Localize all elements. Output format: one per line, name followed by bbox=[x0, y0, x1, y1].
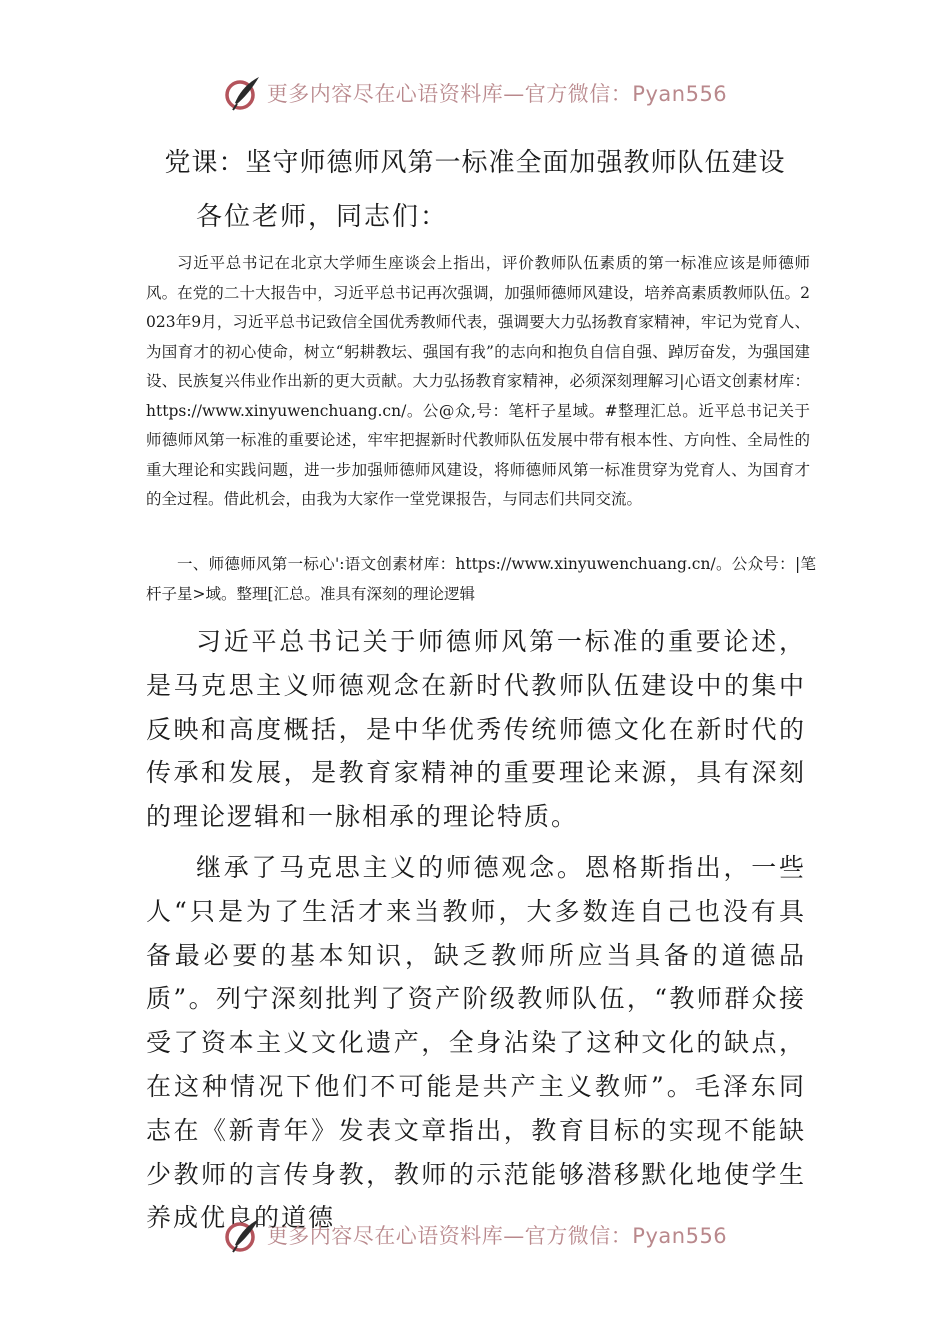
footer-banner-text: 更多内容尽在心语资料库—官方微信：Pyan556 bbox=[266, 1224, 728, 1248]
intro-paragraph: 习近平总书记在北京大学师生座谈会上指出，评价教师队伍素质的第一标准应该是师德师风。在党的二十大报告中，习近平总书记再次强调，加强师德师风建设，培养高素质教师队伍。2023年9月，习近平总书记致信全国优秀教师代表，强调要大力弘扬教育家精神，牢记为党育人、为国育才的初心使命，树立“躬耕教坛、强国有我”的志向和抱负自信自强、踔厉奋发，为强国建设、民族复兴伟业作出新的更大贡献。大力弘扬教育家精神，必须深刻理解习|心语文创素材库：https://www.xinyuwenchuang.cn/。公@众,号：笔杆子星域。#整理汇总。近平总书记关于师德师风第一标准的重要论述，牢牢把握新时代教师队伍发展中带有根本性、方向性、全局性的重大理论和实践问题，进一步加强师德师风建设，将师德师风第一标准贯穿为党育人、为国育才的全过程。借此机会，由我为大家作一堂党课报告，与同志们共同交流。 bbox=[146, 254, 810, 508]
section-heading: 一、师德师风第一标心':语文创素材库：https://www.xinyuwenchuang.cn/。公众号：|笔杆子星>域。整理[汇总。准具有深刻的理论逻辑 bbox=[146, 555, 816, 603]
header-banner-text: 更多内容尽在心语资料库—官方微信：Pyan556 bbox=[266, 82, 728, 106]
body-paragraph: 习近平总书记关于师德师风第一标准的重要论述，是马克思主义师德观念在新时代教师队伍建设中的集中反映和高度概括，是中华优秀传统师德文化在新时代的传承和发展，是教育家精神的重要理论来源，具有深刻的理论逻辑和一脉相承的理论特质。 bbox=[146, 627, 806, 832]
quill-logo-icon bbox=[223, 1215, 263, 1255]
greeting: 各位老师，同志们： bbox=[196, 202, 449, 232]
document-title: 党课：坚守师德师风第一标准全面加强教师队伍建设 bbox=[164, 148, 786, 178]
header-banner bbox=[0, 70, 950, 116]
body-paragraph: 继承了马克思主义的师德观念。恩格斯指出，一些人“只是为了生活才来当教师，大多数连自己也没有具备最必要的基本知识，缺乏教师所应当具备的道德品质”。列宁深刻批判了资产阶级教师队伍，“教师群众接受了资本主义文化遗产，全身沾染了这种文化的缺点，在这种情况下他们不可能是共产主义教师”。毛泽东同志在《新青年》发表文章指出，教育目标的实现不能缺少教师的言传身教，教师的示范能够潜移默化地使学生养成优良的道德 bbox=[146, 853, 806, 1233]
quill-logo-icon bbox=[223, 73, 263, 113]
footer-banner bbox=[0, 1212, 950, 1258]
